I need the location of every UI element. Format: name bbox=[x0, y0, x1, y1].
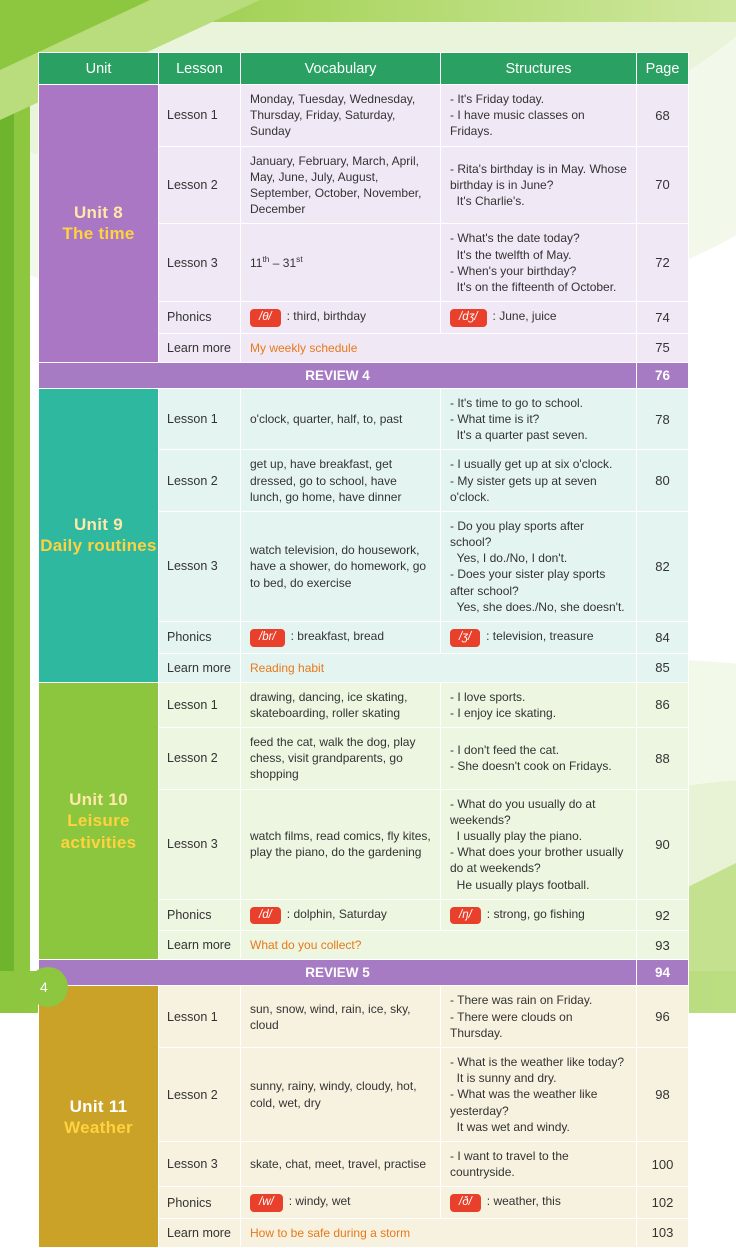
ipa-badge: /d/ bbox=[250, 907, 281, 925]
phonics-sound-1 bbox=[241, 1187, 441, 1219]
lesson-label: Lesson 2 bbox=[159, 728, 241, 790]
phonics-label: Phonics bbox=[159, 622, 241, 654]
vocabulary-cell: watch television, do housework, have a shower, do homework, go to bed, do exercise bbox=[241, 511, 441, 621]
table-row bbox=[39, 85, 689, 147]
phonics-sound-1 bbox=[241, 302, 441, 334]
phonics-sound-2 bbox=[441, 302, 637, 334]
page-cell: 68 bbox=[637, 85, 689, 147]
page-cell: 100 bbox=[637, 1141, 689, 1186]
page-cell: 72 bbox=[637, 224, 689, 302]
unit-name: Weather bbox=[64, 1117, 133, 1137]
page-cell: 86 bbox=[637, 682, 689, 727]
lesson-label: Lesson 3 bbox=[159, 789, 241, 899]
structures-cell: - I want to travel to the countryside. bbox=[441, 1141, 637, 1186]
column-header-structures: Structures bbox=[441, 53, 637, 85]
column-header-lesson: Lesson bbox=[159, 53, 241, 85]
review-page: 94 bbox=[637, 960, 689, 986]
unit-name: Daily routines bbox=[40, 536, 157, 556]
table-body bbox=[39, 85, 689, 1248]
page-cell: 98 bbox=[637, 1048, 689, 1142]
review-row bbox=[39, 362, 689, 388]
unit-cell bbox=[39, 986, 159, 1248]
page-number-badge bbox=[28, 967, 68, 1007]
lesson-label: Lesson 3 bbox=[159, 511, 241, 621]
learn-more-label: Learn more bbox=[159, 931, 241, 960]
page-cell: 90 bbox=[637, 789, 689, 899]
phonics-label: Phonics bbox=[159, 1187, 241, 1219]
vocabulary-cell: o'clock, quarter, half, to, past bbox=[241, 388, 441, 450]
page-cell: 103 bbox=[637, 1218, 689, 1247]
lesson-label: Lesson 1 bbox=[159, 388, 241, 450]
learn-more-label: Learn more bbox=[159, 1218, 241, 1247]
unit-name: Leisure activities bbox=[60, 811, 137, 852]
vocabulary-cell: January, February, March, April, May, June, July, August, September, October, November, December bbox=[241, 146, 441, 224]
learn-more-title: What do you collect? bbox=[241, 931, 637, 960]
vocabulary-cell: sunny, rainy, windy, cloudy, hot, cold, wet, dry bbox=[241, 1048, 441, 1142]
page-cell: 88 bbox=[637, 728, 689, 790]
structures-cell: - Rita's birthday is in May. Whose birthday is in June? It's Charlie's. bbox=[441, 146, 637, 224]
lesson-label: Lesson 3 bbox=[159, 224, 241, 302]
structures-cell: - I usually get up at six o'clock. - My sister gets up at seven o'clock. bbox=[441, 450, 637, 512]
phonics-words-2: : June, juice bbox=[492, 309, 557, 324]
page-cell: 85 bbox=[637, 653, 689, 682]
page-cell: 84 bbox=[637, 622, 689, 654]
unit-cell bbox=[39, 682, 159, 960]
lesson-label: Lesson 2 bbox=[159, 450, 241, 512]
column-header-vocabulary: Vocabulary bbox=[241, 53, 441, 85]
ipa-badge: /dʒ/ bbox=[450, 309, 487, 327]
learn-more-label: Learn more bbox=[159, 333, 241, 362]
phonics-sound-1 bbox=[241, 899, 441, 931]
vocabulary-cell: watch films, read comics, fly kites, play the piano, do the gardening bbox=[241, 789, 441, 899]
column-header-page: Page bbox=[637, 53, 689, 85]
phonics-sound-2 bbox=[441, 899, 637, 931]
structures-cell: - I love sports. - I enjoy ice skating. bbox=[441, 682, 637, 727]
phonics-words-2: : television, treasure bbox=[486, 629, 594, 644]
page-cell: 96 bbox=[637, 986, 689, 1048]
page-cell: 70 bbox=[637, 146, 689, 224]
review-label: REVIEW 4 bbox=[39, 362, 637, 388]
phonics-words-1: : windy, wet bbox=[288, 1194, 351, 1209]
page-cell: 80 bbox=[637, 450, 689, 512]
learn-more-title: Reading habit bbox=[241, 653, 637, 682]
structures-cell: - Do you play sports after school? Yes, I do./No, I don't. - Does your sister play sports after school? Yes, she does./No, she doesn't. bbox=[441, 511, 637, 621]
page-cell: 78 bbox=[637, 388, 689, 450]
unit-label: Unit 8 bbox=[73, 203, 124, 223]
vocabulary-cell: 11th – 31st bbox=[241, 224, 441, 302]
lesson-label: Lesson 2 bbox=[159, 1048, 241, 1142]
bg-left-band-inner bbox=[0, 0, 14, 1013]
structures-cell: - What is the weather like today? It is sunny and dry. - What was the weather like yesterday? It was wet and windy. bbox=[441, 1048, 637, 1142]
page-cell: 82 bbox=[637, 511, 689, 621]
lesson-label: Lesson 1 bbox=[159, 85, 241, 147]
unit-cell bbox=[39, 388, 159, 682]
structures-cell: - What's the date today? It's the twelfth of May. - When's your birthday? It's on the fifteenth of October. bbox=[441, 224, 637, 302]
structures-cell: - It's Friday today. - I have music classes on Fridays. bbox=[441, 85, 637, 147]
vocabulary-cell: skate, chat, meet, travel, practise bbox=[241, 1141, 441, 1186]
page-cell: 92 bbox=[637, 899, 689, 931]
unit-label: Unit 9 bbox=[73, 514, 124, 534]
phonics-words-1: : breakfast, bread bbox=[290, 629, 385, 644]
lesson-label: Lesson 3 bbox=[159, 1141, 241, 1186]
table-row bbox=[39, 986, 689, 1048]
lesson-label: Lesson 1 bbox=[159, 986, 241, 1048]
ipa-badge: /ʒ/ bbox=[450, 629, 480, 647]
unit-label: Unit 11 bbox=[69, 1096, 128, 1116]
phonics-words-2: : weather, this bbox=[486, 1194, 561, 1209]
ipa-badge: /θ/ bbox=[250, 309, 281, 327]
phonics-sound-2 bbox=[441, 1187, 637, 1219]
contents-table-wrapper bbox=[38, 52, 688, 1248]
phonics-sound-2 bbox=[441, 622, 637, 654]
page-cell: 74 bbox=[637, 302, 689, 334]
page-cell: 93 bbox=[637, 931, 689, 960]
structures-cell: - What do you usually do at weekends? I usually play the piano. - What does your brother usually do at weekends? He usually plays football. bbox=[441, 789, 637, 899]
phonics-label: Phonics bbox=[159, 899, 241, 931]
phonics-label: Phonics bbox=[159, 302, 241, 334]
vocabulary-cell: feed the cat, walk the dog, play chess, visit grandparents, go shopping bbox=[241, 728, 441, 790]
unit-label: Unit 10 bbox=[69, 790, 128, 810]
contents-table bbox=[38, 52, 689, 1248]
vocabulary-cell: drawing, dancing, ice skating, skateboarding, roller skating bbox=[241, 682, 441, 727]
page-number: 4 bbox=[40, 979, 48, 995]
unit-cell bbox=[39, 85, 159, 363]
structures-cell: - There was rain on Friday. - There were clouds on Thursday. bbox=[441, 986, 637, 1048]
column-header-unit: Unit bbox=[39, 53, 159, 85]
lesson-label: Lesson 2 bbox=[159, 146, 241, 224]
ipa-badge: /w/ bbox=[250, 1194, 283, 1212]
phonics-words-1: : dolphin, Saturday bbox=[286, 906, 387, 921]
table-row bbox=[39, 682, 689, 727]
page-cell: 102 bbox=[637, 1187, 689, 1219]
learn-more-title: My weekly schedule bbox=[241, 333, 637, 362]
phonics-words-2: : strong, go fishing bbox=[486, 906, 585, 921]
structures-cell: - I don't feed the cat. - She doesn't cook on Fridays. bbox=[441, 728, 637, 790]
review-row bbox=[39, 960, 689, 986]
vocabulary-cell: Monday, Tuesday, Wednesday, Thursday, Friday, Saturday, Sunday bbox=[241, 85, 441, 147]
ipa-badge: /ð/ bbox=[450, 1194, 481, 1212]
phonics-words-1: : third, birthday bbox=[286, 309, 367, 324]
vocabulary-cell: sun, snow, wind, rain, ice, sky, cloud bbox=[241, 986, 441, 1048]
review-page: 76 bbox=[637, 362, 689, 388]
table-row bbox=[39, 388, 689, 450]
unit-name: The time bbox=[62, 224, 135, 244]
page-cell: 75 bbox=[637, 333, 689, 362]
ipa-badge: /br/ bbox=[250, 629, 285, 647]
table-header bbox=[39, 53, 689, 85]
learn-more-label: Learn more bbox=[159, 653, 241, 682]
ipa-badge: /ŋ/ bbox=[450, 907, 481, 925]
lesson-label: Lesson 1 bbox=[159, 682, 241, 727]
learn-more-title: How to be safe during a storm bbox=[241, 1218, 637, 1247]
phonics-sound-1 bbox=[241, 622, 441, 654]
vocabulary-cell: get up, have breakfast, get dressed, go to school, have lunch, go home, have dinner bbox=[241, 450, 441, 512]
structures-cell: - It's time to go to school. - What time is it? It's a quarter past seven. bbox=[441, 388, 637, 450]
review-label: REVIEW 5 bbox=[39, 960, 637, 986]
